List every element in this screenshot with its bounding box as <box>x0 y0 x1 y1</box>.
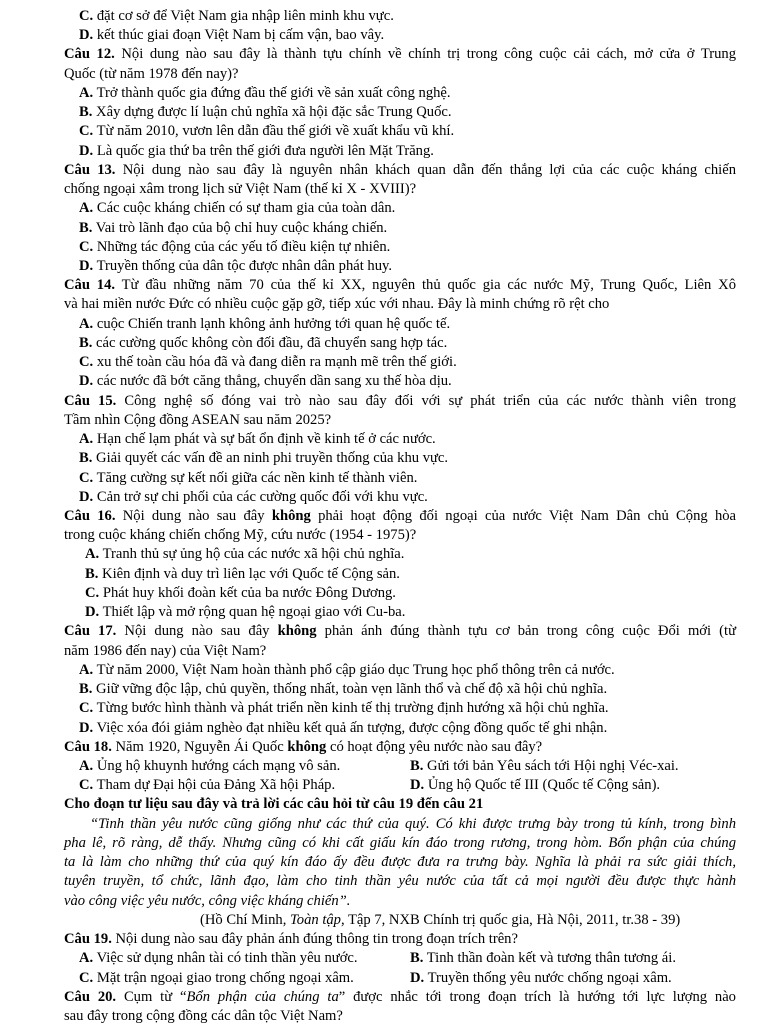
answer-option[interactable]: C. Tham dự Đại hội của Đảng Xã hội Pháp. <box>79 777 336 794</box>
answer-option[interactable]: A. Ủng hộ khuynh hướng cách mạng vô sản. <box>79 758 341 774</box>
answer-option[interactable]: D. các nước đã bớt căng thẳng, chuyển dần sang xu thế hòa dịu. <box>79 373 452 390</box>
question-stem: Câu 17. Nội dung nào sau đây không phản ánh đúng thành tựu cơ bản trong công cuộc Đổi mới (từ <box>64 623 736 640</box>
answer-option-row <box>0 756 776 776</box>
answer-option[interactable]: D. Thiết lập và mở rộng quan hệ ngoại giao với Cu-ba. <box>85 604 406 621</box>
answer-option[interactable]: B. Kiên định và duy trì liên lạc với Quốc tế Cộng sản. <box>85 565 400 582</box>
answer-option[interactable]: D. Cản trở sự chi phối của các cường quốc đối với khu vực. <box>79 488 428 505</box>
answer-option[interactable]: B. các cường quốc không còn đối đầu, đã chuyển sang hợp tác. <box>79 334 448 351</box>
answer-option[interactable]: B. Giải quyết các vấn đề an ninh phi truyền thống của khu vực. <box>79 450 449 467</box>
answer-option[interactable]: D. Việc xóa đói giảm nghèo đạt nhiều kết quả ấn tượng, được cộng đồng quốc tế ghi nhận. <box>79 719 608 736</box>
answer-option[interactable]: C. Mặt trận ngoại giao trong chống ngoại xâm. <box>79 969 354 986</box>
answer-option[interactable]: C. Phát huy khối đoàn kết của ba nước Đông Dương. <box>85 584 396 601</box>
question-stem-cont: trong cuộc kháng chiến chống Mỹ, cứu nước (1954 - 1975)? <box>64 527 417 544</box>
answer-option[interactable]: A. Việc sử dụng nhân tài có tinh thần yêu nước. <box>79 950 358 967</box>
answer-option[interactable]: A. Hạn chế lạm phát và sự bất ổn định về kinh tế ở các nước. <box>79 431 436 448</box>
quote-line: “Tinh thần yêu nước cũng giống như các thứ của quý. Có khi được trưng bày trong tủ kính, trong bình <box>90 815 736 832</box>
answer-option[interactable]: C. đặt cơ sở để Việt Nam gia nhập liên minh khu vực. <box>79 8 394 24</box>
answer-option[interactable]: C. xu thế toàn cầu hóa đã và đang diễn ra mạnh mẽ trên thế giới. <box>79 354 457 371</box>
answer-option[interactable]: A. Trở thành quốc gia đứng đầu thế giới về sản xuất công nghệ. <box>79 84 451 101</box>
quote-line: vào công việc yêu nước, công việc kháng chiến”. <box>64 892 351 909</box>
answer-option[interactable]: B. Tinh thần đoàn kết và tương thân tương ái. <box>410 950 676 967</box>
question-stem: Câu 13. Nội dung nào sau đây là nguyên nhân khách quan dẫn đến thắng lợi của các cuộc kháng chiến <box>64 161 736 178</box>
answer-option[interactable]: A. Tranh thủ sự ủng hộ của các nước xã hội chủ nghĩa. <box>85 546 405 563</box>
answer-option[interactable]: B. Gửi tới bản Yêu sách tới Hội nghị Véc-xai. <box>410 758 679 774</box>
answer-option[interactable]: D. Ủng hộ Quốc tế III (Quốc tế Cộng sản). <box>410 777 661 794</box>
answer-option[interactable]: B. Giữ vững độc lập, chủ quyền, thống nhất, toàn vẹn lãnh thổ và chế độ xã hội chủ nghĩa. <box>79 681 608 698</box>
answer-option[interactable]: D. Truyền thống yêu nước chống ngoại xâm. <box>410 969 672 986</box>
answer-option-row <box>0 968 776 988</box>
quote-line: tuyên truyền, tổ chức, lãnh đạo, làm cho tinh thần yêu nước của tất cả mọi người đều được thực hành <box>64 873 736 890</box>
answer-option[interactable]: B. Xây dựng được lí luận chủ nghĩa xã hội đặc sắc Trung Quốc. <box>79 104 452 121</box>
answer-option[interactable]: D. Là quốc gia thứ ba trên thế giới đưa người lên Mặt Trăng. <box>79 142 434 159</box>
answer-option[interactable]: C. Từng bước hình thành và phát triển nền kinh tế thị trường định hướng xã hội chủ nghĩa. <box>79 700 609 717</box>
quote-line: pha lê, rõ ràng, dễ thấy. Nhưng cũng có khi cất giấu kín đáo trong rương, trong hòm. Bổn phận của chúng <box>64 834 736 851</box>
question-stem: Câu 15. Công nghệ số đóng vai trò nào sau đây đối với sự phát triển của các nước thành viên trong <box>64 392 737 409</box>
question-stem: Câu 16. Nội dung nào sau đây không phải hoạt động đối ngoại của nước Việt Nam Dân chủ Cộng hòa <box>64 508 737 524</box>
answer-option[interactable]: B. Vai trò lãnh đạo của bộ chỉ huy cuộc kháng chiến. <box>79 219 388 236</box>
question-stem-cont: năm 1986 đến nay) của Việt Nam? <box>64 642 267 659</box>
answer-option[interactable]: C. Từ năm 2010, vươn lên dẫn đầu thế giới về xuất khẩu vũ khí. <box>79 123 455 140</box>
answer-option-row <box>0 948 776 968</box>
answer-option[interactable]: C. Tăng cường sự kết nối giữa các nền kinh tế thành viên. <box>79 469 418 486</box>
question-stem-cont: Tầm nhìn Cộng đồng ASEAN sau năm 2025? <box>64 411 332 428</box>
question-stem: Câu 20. Cụm từ “Bổn phận của chúng ta” được nhắc tới trong đoạn trích là hướng tới lực lượng nào <box>64 988 736 1005</box>
answer-option[interactable]: D. kết thúc giai đoạn Việt Nam bị cấm vận, bao vây. <box>79 27 385 44</box>
answer-option[interactable]: A. Các cuộc kháng chiến có sự tham gia của toàn dân. <box>79 200 396 217</box>
answer-option[interactable]: A. Từ năm 2000, Việt Nam hoàn thành phổ cập giáo dục Trung học phổ thông trên cả nước. <box>79 661 615 678</box>
answer-option-row <box>0 775 776 795</box>
answer-option[interactable]: A. cuộc Chiến tranh lạnh không ảnh hưởng tới quan hệ quốc tế. <box>79 315 451 332</box>
question-stem: Câu 18. Năm 1920, Nguyễn Ái Quốc không có hoạt động yêu nước nào sau đây? <box>64 738 543 755</box>
answer-option[interactable]: C. Những tác động của các yếu tố điều kiện tự nhiên. <box>79 238 391 255</box>
quote-line: ta là làm cho những thứ của quý kín đáo ấy đều được đưa ra trưng bày. Nghĩa là phải ra sức giải thích, <box>64 854 736 871</box>
question-stem-cont: chống ngoại xâm trong lịch sử Việt Nam (thế kỉ X - XVIII)? <box>64 181 417 198</box>
question-stem: Câu 12. Nội dung nào sau đây là thành tựu chính về chính trị trong công cuộc cải cách, mở cửa ở Trung <box>64 46 736 63</box>
question-stem: Câu 14. Từ đầu những năm 70 của thế kỉ XX, nguyên thủ quốc gia các nước Mỹ, Trung Quốc, Liên Xô <box>64 277 736 294</box>
question-stem-cont: Quốc (từ năm 1978 đến nay)? <box>64 65 239 82</box>
question-stem-cont: và hai miền nước Đức có nhiều cuộc gặp gỡ, tiếp xúc với nhau. Đây là minh chứng rõ rệt cho <box>64 296 610 313</box>
answer-option[interactable]: D. Truyền thống của dân tộc được nhân dân phát huy. <box>79 258 393 274</box>
question-stem-cont: sau đây trong cộng đồng các dân tộc Việt Nam? <box>64 1008 343 1024</box>
question-stem: Câu 19. Nội dung nào sau đây phản ánh đúng thông tin trong đoạn trích trên? <box>64 931 518 948</box>
quote-source: (Hồ Chí Minh, Toàn tập, Tập 7, NXB Chính trị quốc gia, Hà Nội, 2011, tr.38 - 39) <box>200 911 681 928</box>
section-heading: Cho đoạn tư liệu sau đây và trả lời các câu hỏi từ câu 19 đến câu 21 <box>64 796 484 813</box>
